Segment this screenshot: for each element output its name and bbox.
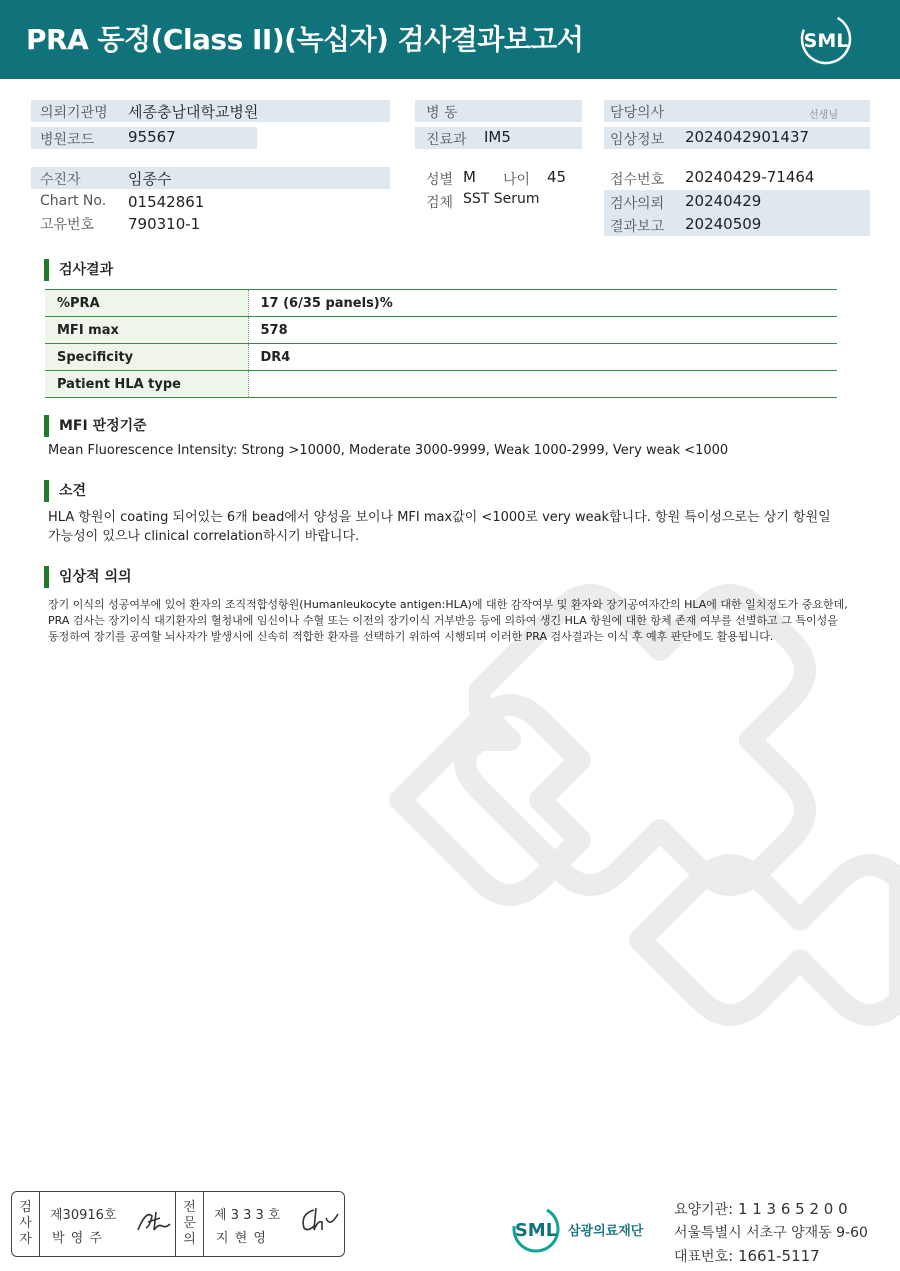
care-code-line: 요양기관: 1 1 3 6 5 2 0 0 (674, 1200, 848, 1218)
department-value: IM5 (484, 128, 511, 146)
specialist-label (176, 1192, 204, 1256)
footer-info (674, 1198, 868, 1269)
unique-no-label: 고유번호 (40, 217, 95, 233)
clinical-text: 장기 이식의 성공여부에 있어 환자의 조직적합성항원(Humanleukocyte antigen:HLA)에 대한 감작여부 및 환자와 장기공여자간의 HLA에 대한 일치정도가 중요한데, PRA 검사는 장기이식 대기환자의 혈청내에 임신이나 수혈 또는 이전의 장기이식 거부반응 등에 의하여 생긴 HLA 항원에 대한 항체 존재 여부를 선별하고 그 특이성을 동정하여 장기를 공여할 뇌사자가 발생시에 신속히 적합한 환자를 선택하기 위하여 시행되며 이러한 PRA 검사결과는 이식 후 예후 판단에도 활용됩니다. (48, 598, 848, 643)
doctor-label: 담당의사 (610, 105, 665, 121)
result-key: Patient HLA type (45, 371, 248, 398)
receipt-no-value: 20240429-71464 (685, 168, 815, 186)
doctor-suffix: 선생님 (809, 110, 838, 121)
signature-box (11, 1191, 345, 1257)
specialist-name: 지 현 영 (216, 1231, 267, 1246)
footer-logo-text: SML (514, 1220, 558, 1241)
footer-sml-logo (510, 1203, 660, 1255)
request-date-label: 검사의뢰 (610, 196, 665, 212)
phone-line: 대표번호: 1661-5117 (674, 1247, 820, 1265)
tester-column (40, 1192, 176, 1256)
institution-label: 의뢰기관명 (40, 105, 108, 121)
sex-value: M (463, 168, 476, 186)
table-row (45, 371, 837, 398)
chart-no-value: 01542861 (128, 193, 205, 211)
specialist-column (204, 1192, 344, 1256)
address-line: 서울특별시 서초구 양재동 9-60 (674, 1225, 868, 1241)
phone-label: 대표번호 (674, 1249, 729, 1265)
sml-logo-text: SML (803, 30, 849, 52)
care-code-value: 1 1 3 6 5 2 0 0 (737, 1200, 848, 1218)
clinical-info-value: 2024042901437 (685, 128, 810, 146)
chart-no-label: Chart No. (40, 193, 107, 209)
clinical-heading: 임상적 의의 (44, 566, 132, 588)
age-value: 45 (547, 168, 567, 186)
specimen-label: 검체 (426, 195, 454, 211)
age-label: 나이 (503, 172, 531, 188)
results-table (45, 289, 837, 398)
hospital-code-value: 95567 (128, 128, 176, 146)
phone-value: 1661-5117 (737, 1247, 820, 1265)
report-date-label: 결과보고 (610, 219, 665, 235)
opinion-heading: 소견 (44, 480, 86, 502)
tester-signature-icon (136, 1208, 172, 1234)
specialist-signature-icon (298, 1206, 340, 1236)
unique-no-value: 790310-1 (128, 215, 201, 233)
result-key: Specificity (45, 344, 248, 371)
report-title: PRA 동정(Class II)(녹십자) 검사결과보고서 (26, 23, 584, 56)
opinion-text: HLA 항원이 coating 되어있는 6개 bead에서 양성을 보이나 MFI max값이 <1000로 very weak합니다. 항원 특이성으로는 상기 항원일 가능성이 있으나 clinical correlation하시기 바랍니다. (48, 510, 831, 544)
request-date-value: 20240429 (685, 192, 762, 210)
result-value: 17 (6/35 panels)% (248, 290, 837, 317)
result-value (248, 371, 837, 398)
department-label: 진료과 (426, 132, 467, 148)
tester-label (12, 1192, 40, 1256)
results-heading: 검사결과 (44, 259, 113, 281)
result-key: MFI max (45, 317, 248, 344)
care-code-label: 요양기관 (674, 1202, 729, 1218)
table-row (45, 344, 837, 371)
specialist-license: 제 3 3 3 호 (214, 1208, 281, 1223)
footer-org-name: 삼광의료재단 (568, 1224, 644, 1239)
recipient-label: 수진자 (40, 172, 81, 188)
report-date-value: 20240509 (685, 215, 762, 233)
sex-label: 성별 (426, 172, 454, 188)
result-key: %PRA (45, 290, 248, 317)
result-value: DR4 (248, 344, 837, 371)
tester-label-text: 검사자 (19, 1200, 32, 1247)
receipt-no-label: 접수번호 (610, 172, 665, 188)
table-row (45, 290, 837, 317)
hospital-code-label: 병원코드 (40, 132, 95, 148)
specialist-label-text: 전문의 (183, 1200, 196, 1247)
recipient-row (31, 167, 390, 189)
recipient-value: 임종수 (128, 170, 172, 188)
institution-value: 세종충남대학교병원 (128, 103, 259, 121)
mfi-text: Mean Fluorescence Intensity: Strong >10000, Moderate 3000-9999, Weak 1000-2999, Very weak <1000 (48, 443, 729, 458)
specimen-value: SST Serum (463, 191, 540, 207)
mfi-heading: MFI 판정기준 (44, 415, 147, 437)
table-row (45, 317, 837, 344)
tester-license: 제30916호 (50, 1208, 117, 1223)
report-header (0, 0, 900, 79)
clinical-info-label: 임상정보 (610, 132, 665, 148)
ward-label: 병 동 (426, 105, 458, 121)
result-value: 578 (248, 317, 837, 344)
tester-name: 박 영 주 (52, 1231, 103, 1246)
sml-logo (798, 12, 854, 66)
